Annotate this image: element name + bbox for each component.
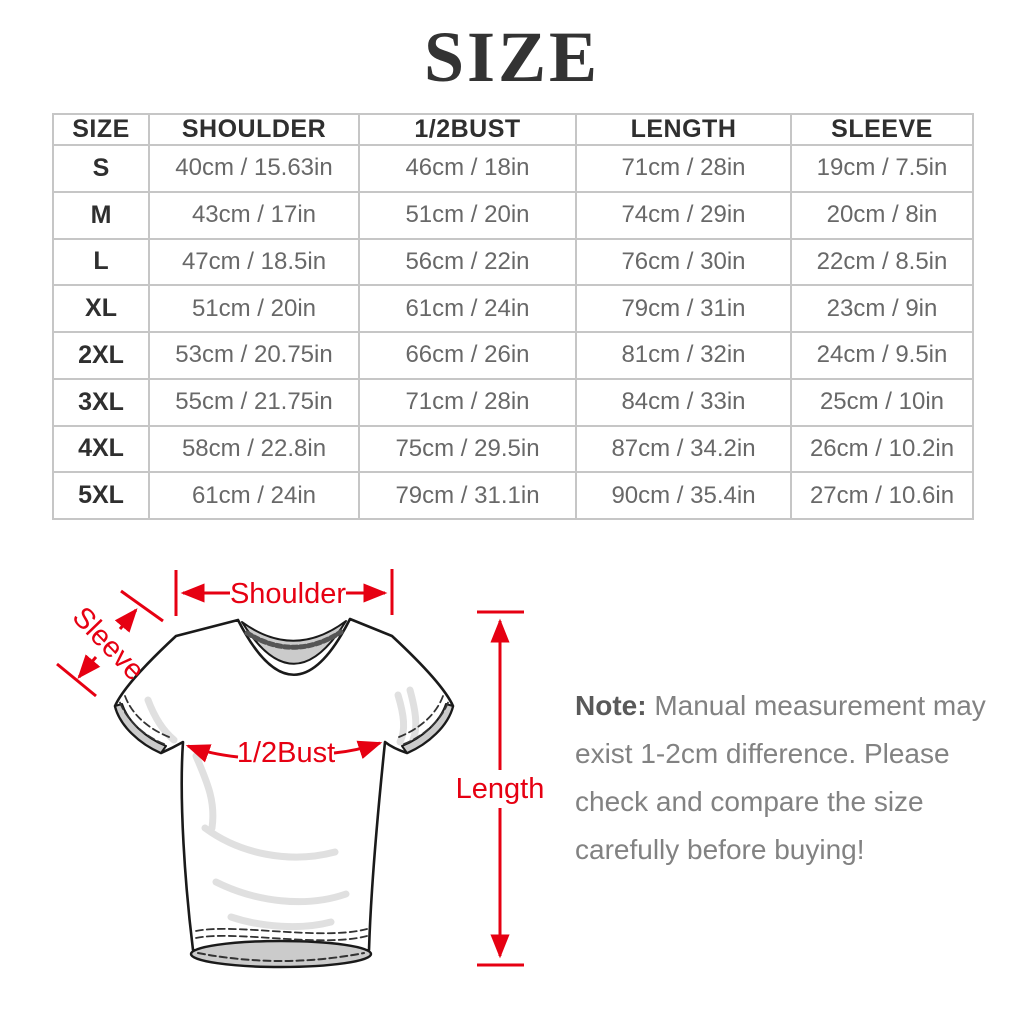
cell-bust: 75cm / 29.5in — [359, 426, 576, 473]
cell-size: 4XL — [53, 426, 149, 473]
cell-length: 71cm / 28in — [576, 145, 791, 192]
table-row — [53, 192, 973, 239]
cell-size: L — [53, 239, 149, 286]
cell-sleeve: 22cm / 8.5in — [791, 239, 973, 286]
length-label: Length — [455, 773, 545, 805]
cell-shoulder: 43cm / 17in — [149, 192, 359, 239]
cell-length: 90cm / 35.4in — [576, 472, 791, 519]
cell-sleeve: 23cm / 9in — [791, 285, 973, 332]
cell-sleeve: 26cm / 10.2in — [791, 426, 973, 473]
table-row — [53, 332, 973, 379]
table-row — [53, 285, 973, 332]
sleeve-cap-bottom — [57, 664, 96, 696]
table-row — [53, 379, 973, 426]
column-header-size: SIZE — [53, 114, 149, 145]
note-body: Manual measurement may exist 1-2cm difference. Please check and compare the size carefully before buying! — [575, 690, 986, 865]
cell-sleeve: 20cm / 8in — [791, 192, 973, 239]
cell-length: 76cm / 30in — [576, 239, 791, 286]
bust-label: 1/2Bust — [236, 737, 336, 769]
table-row — [53, 472, 973, 519]
cell-size: XL — [53, 285, 149, 332]
cell-bust: 71cm / 28in — [359, 379, 576, 426]
cell-sleeve: 27cm / 10.6in — [791, 472, 973, 519]
tshirt-body-outline — [115, 619, 453, 956]
cell-length: 74cm / 29in — [576, 192, 791, 239]
cell-bust: 46cm / 18in — [359, 145, 576, 192]
sleeve-cap-top — [121, 591, 163, 621]
sleeve-arrow-down — [79, 657, 96, 677]
cell-shoulder: 55cm / 21.75in — [149, 379, 359, 426]
tshirt-illustration — [115, 619, 453, 967]
cell-bust: 66cm / 26in — [359, 332, 576, 379]
sleeve-arrow-up — [120, 610, 136, 629]
cell-bust: 51cm / 20in — [359, 192, 576, 239]
column-header-bust: 1/2BUST — [359, 114, 576, 145]
tshirt-diagram — [40, 553, 570, 1024]
cell-shoulder: 53cm / 20.75in — [149, 332, 359, 379]
cell-size: 3XL — [53, 379, 149, 426]
cell-shoulder: 58cm / 22.8in — [149, 426, 359, 473]
sleeve-label: Sleeve — [65, 600, 151, 687]
shoulder-label: Shoulder — [229, 578, 347, 610]
cell-shoulder: 47cm / 18.5in — [149, 239, 359, 286]
cell-sleeve: 25cm / 10in — [791, 379, 973, 426]
table-row — [53, 426, 973, 473]
note-text — [575, 682, 987, 874]
cell-size: 2XL — [53, 332, 149, 379]
cell-length: 87cm / 34.2in — [576, 426, 791, 473]
cell-shoulder: 51cm / 20in — [149, 285, 359, 332]
table-row — [53, 145, 973, 192]
page-title: SIZE — [423, 17, 601, 97]
cell-bust: 56cm / 22in — [359, 239, 576, 286]
size-table — [52, 113, 974, 520]
column-header-length: LENGTH — [576, 114, 791, 145]
cell-shoulder: 40cm / 15.63in — [149, 145, 359, 192]
cell-size: S — [53, 145, 149, 192]
cell-length: 79cm / 31in — [576, 285, 791, 332]
cell-shoulder: 61cm / 24in — [149, 472, 359, 519]
cell-bust: 79cm / 31.1in — [359, 472, 576, 519]
note-label: Note: — [575, 690, 647, 721]
table-row — [53, 239, 973, 286]
cell-length: 84cm / 33in — [576, 379, 791, 426]
cell-size: M — [53, 192, 149, 239]
cell-length: 81cm / 32in — [576, 332, 791, 379]
column-header-shoulder: SHOULDER — [149, 114, 359, 145]
cell-size: 5XL — [53, 472, 149, 519]
bottom-hem — [191, 941, 371, 967]
table-header-row — [53, 114, 973, 145]
column-header-sleeve: SLEEVE — [791, 114, 973, 145]
cell-sleeve: 24cm / 9.5in — [791, 332, 973, 379]
cell-bust: 61cm / 24in — [359, 285, 576, 332]
cell-sleeve: 19cm / 7.5in — [791, 145, 973, 192]
